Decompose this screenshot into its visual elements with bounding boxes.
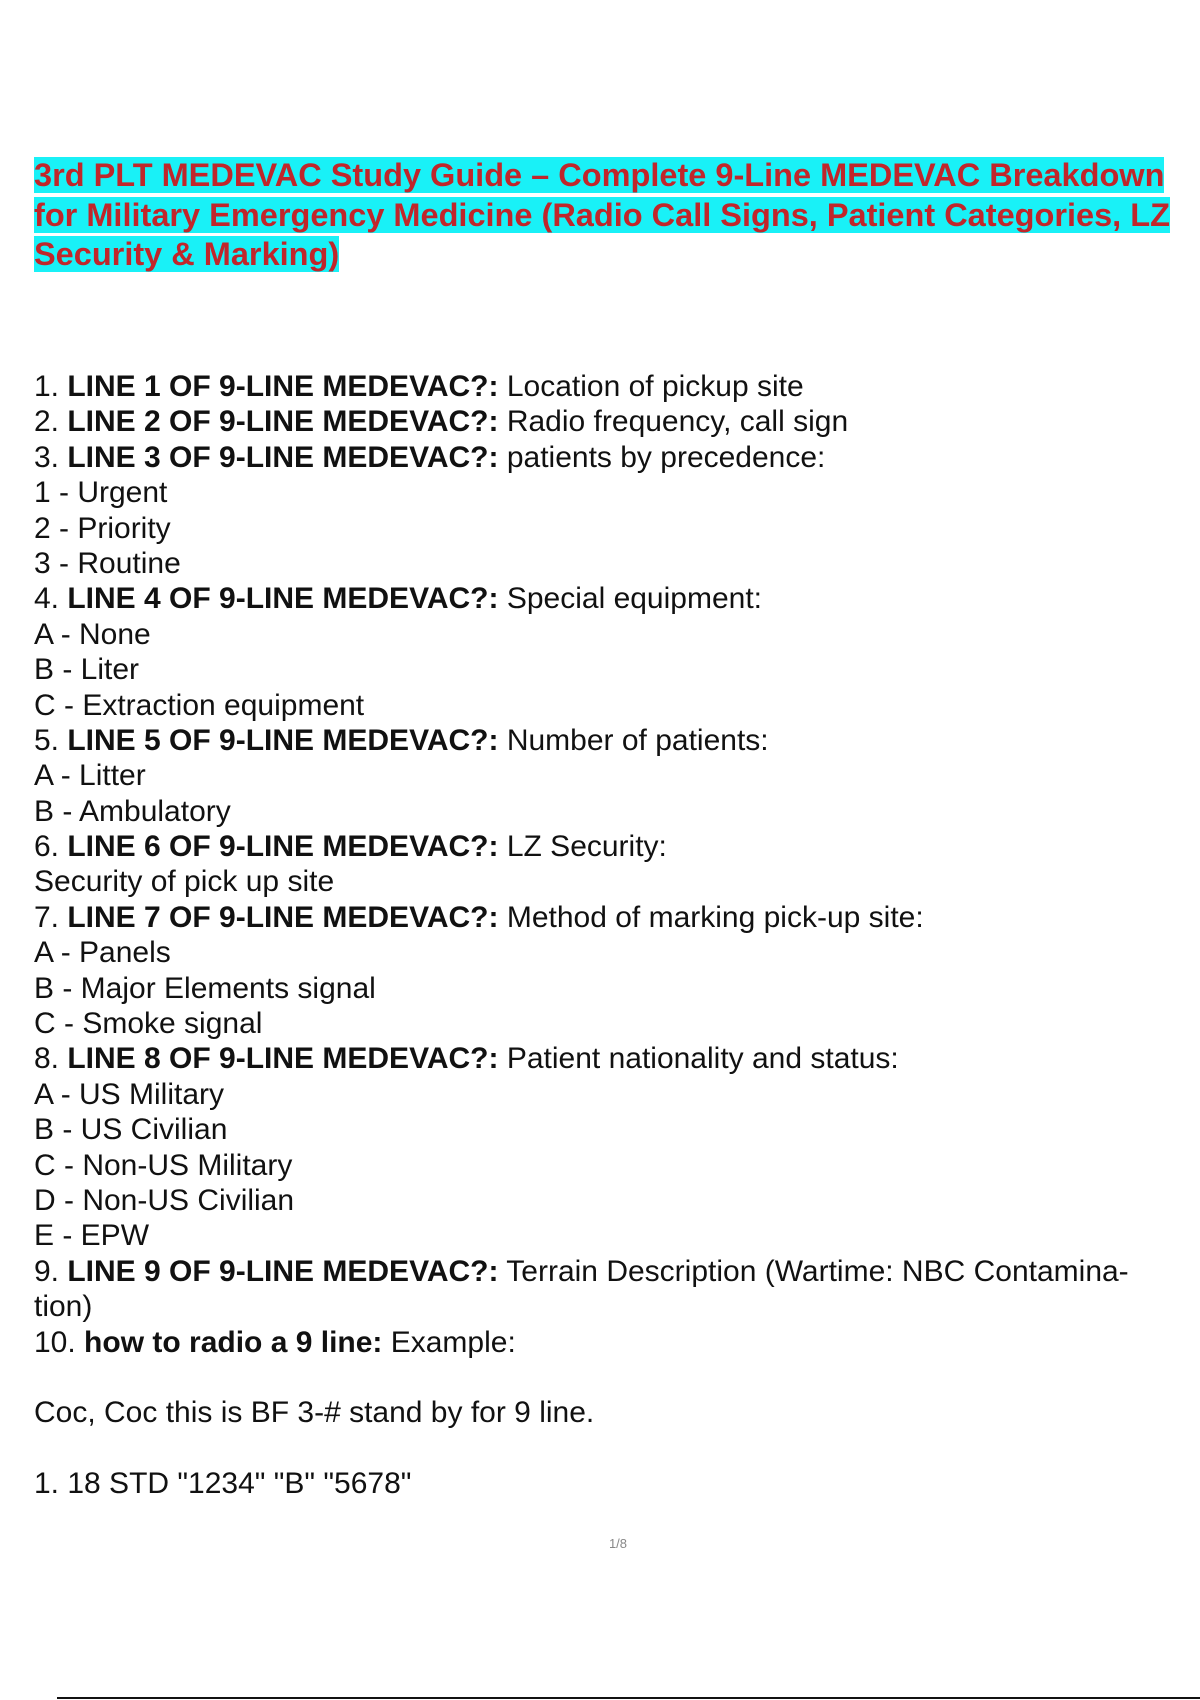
answer-text: 2 - Priority xyxy=(34,511,171,545)
answer-text: C - Extraction equipment xyxy=(34,688,365,722)
document-title xyxy=(34,156,1200,275)
answer-text: B - Ambulatory xyxy=(34,794,231,828)
answer-text: Security of pick up site xyxy=(34,865,335,899)
text-line xyxy=(34,511,1200,546)
answer-text: Special equipment: xyxy=(498,582,762,616)
question-term: LINE 2 OF 9-LINE MEDEVAC?: xyxy=(67,405,499,439)
answer-text: Terrain Description (Wartime: NBC Contamina- xyxy=(498,1254,1129,1288)
blank-line xyxy=(34,1431,1200,1466)
answer-text: 3 - Routine xyxy=(34,546,181,580)
item-number: 8. xyxy=(34,1042,68,1076)
question-line xyxy=(34,829,1200,864)
item-number: 9. xyxy=(34,1254,68,1288)
answer-text: 1. 18 STD "1234" "B" "5678" xyxy=(34,1467,412,1501)
question-line xyxy=(34,581,1200,616)
question-term: LINE 4 OF 9-LINE MEDEVAC?: xyxy=(67,582,499,616)
question-term: LINE 6 OF 9-LINE MEDEVAC?: xyxy=(67,830,499,864)
question-line xyxy=(34,900,1200,935)
text-line xyxy=(34,475,1200,510)
answer-text: tion) xyxy=(34,1290,93,1324)
text-line xyxy=(34,546,1200,581)
item-number: 10. xyxy=(34,1325,85,1359)
answer-text: C - Non-US Military xyxy=(34,1148,293,1182)
answer-text: Method of marking pick-up site: xyxy=(498,900,924,934)
text-line xyxy=(34,1006,1200,1041)
question-line xyxy=(34,440,1200,475)
text-line xyxy=(34,864,1200,899)
answer-text: 1 - Urgent xyxy=(34,476,168,510)
answer-text: Coc, Coc this is BF 3-# stand by for 9 line. xyxy=(34,1396,595,1430)
answer-text: B - Major Elements signal xyxy=(34,971,376,1005)
text-line xyxy=(34,1466,1200,1501)
item-number: 7. xyxy=(34,900,68,934)
answer-text: A - None xyxy=(34,617,151,651)
answer-text: B - Liter xyxy=(34,653,140,687)
question-line xyxy=(34,1254,1200,1289)
text-line xyxy=(34,1395,1200,1430)
text-line xyxy=(34,794,1200,829)
text-line xyxy=(34,617,1200,652)
question-term: LINE 8 OF 9-LINE MEDEVAC?: xyxy=(67,1042,499,1076)
question-term: LINE 5 OF 9-LINE MEDEVAC?: xyxy=(67,723,499,757)
item-number: 2. xyxy=(34,405,68,439)
answer-text: A - Litter xyxy=(34,759,146,793)
text-line xyxy=(34,652,1200,687)
question-line xyxy=(34,1325,1200,1360)
text-line xyxy=(34,935,1200,970)
text-line xyxy=(34,1218,1200,1253)
question-term: how to radio a 9 line: xyxy=(84,1325,383,1359)
question-line xyxy=(34,1041,1200,1076)
answer-text: E - EPW xyxy=(34,1219,150,1253)
text-line xyxy=(34,1148,1200,1183)
text-line xyxy=(34,1112,1200,1147)
answer-text: Location of pickup site xyxy=(498,370,804,403)
question-line xyxy=(34,369,1200,404)
answer-text: D - Non-US Civilian xyxy=(34,1183,295,1217)
item-number: 3. xyxy=(34,440,68,474)
answer-text: Example: xyxy=(382,1325,516,1359)
item-number: 5. xyxy=(34,723,68,757)
item-number: 4. xyxy=(34,582,68,616)
question-line xyxy=(34,723,1200,758)
question-term: LINE 9 OF 9-LINE MEDEVAC?: xyxy=(67,1254,499,1288)
question-term: LINE 1 OF 9-LINE MEDEVAC?: xyxy=(67,370,499,403)
item-number: 6. xyxy=(34,830,68,864)
blank-line xyxy=(34,1360,1200,1395)
text-line xyxy=(34,688,1200,723)
answer-text: LZ Security: xyxy=(498,830,667,864)
answer-text: A - Panels xyxy=(34,936,171,970)
page-divider xyxy=(57,1697,1200,1699)
item-number: 1. xyxy=(34,370,68,403)
page-number: 1/8 xyxy=(608,1536,628,1551)
text-line xyxy=(34,758,1200,793)
answer-text: C - Smoke signal xyxy=(34,1007,263,1041)
question-line xyxy=(34,404,1200,439)
question-term: LINE 7 OF 9-LINE MEDEVAC?: xyxy=(67,900,499,934)
answer-text: A - US Military xyxy=(34,1077,225,1111)
answer-text: patients by precedence: xyxy=(498,440,826,474)
title-line: 3rd PLT MEDEVAC Study Guide – Complete 9-Line MEDEVAC Breakdown xyxy=(34,157,1165,193)
answer-text: Patient nationality and status: xyxy=(498,1042,899,1076)
text-line xyxy=(34,1183,1200,1218)
text-line xyxy=(34,971,1200,1006)
document-body xyxy=(34,369,1200,1502)
answer-text: Number of patients: xyxy=(498,723,769,757)
title-line: Security & Marking) xyxy=(34,236,340,272)
text-line xyxy=(34,1077,1200,1112)
text-line xyxy=(34,1289,1200,1324)
answer-text: Radio frequency, call sign xyxy=(498,405,849,439)
question-term: LINE 3 OF 9-LINE MEDEVAC?: xyxy=(67,440,499,474)
answer-text: B - US Civilian xyxy=(34,1113,228,1147)
title-line: for Military Emergency Medicine (Radio Call Signs, Patient Categories, LZ xyxy=(34,196,1170,233)
